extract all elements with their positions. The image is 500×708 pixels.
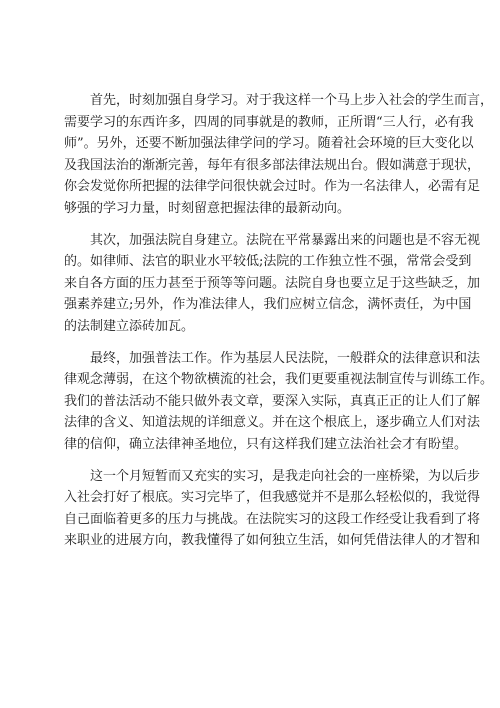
text-line: 最终，加强普法工作。作为基层人民法院，一般群众的法律意识和法 — [90, 350, 481, 366]
text-line: 这一个月短暂而又充实的实习，是我走向社会的一座桥梁，为以后步 — [90, 468, 481, 484]
text-line: 律的信仰，确立法律神圣地位，只有这样我们建立法治社会才有盼望。 — [64, 436, 468, 452]
paragraph-self-study — [64, 90, 494, 220]
text-line: 首先，时刻加强自身学习。对于我这样一个马上步入社会的学生而言， — [90, 93, 494, 108]
text-line: 其次，加强法院自身建立。法院在平常暴露出来的问题也是不容无视 — [90, 232, 481, 248]
text-line: 法律的含义、知道法规的详细意义。并在这个根底上，逐步确立人们对法 — [64, 415, 481, 431]
document-body — [64, 90, 494, 562]
text-line: 我们的普法活动不能只做外表文章，要深入实际，真真正正的让人们了解 — [64, 393, 481, 409]
text-line: 律观念薄弱，在这个物欲横流的社会，我们更要重视法制宣传与训练工作。 — [64, 372, 494, 388]
paragraph-internship-summary — [64, 466, 481, 552]
text-line: 需要学习的东西许多，四周的同事就是的教师，正所谓“三人行，必有我 — [64, 114, 474, 130]
text-line: 的法制建立添砖加瓦。 — [64, 318, 195, 334]
paragraph-legal-education — [64, 348, 494, 456]
text-line: 来职业的进展方向，教我懂得了如何独立生活，如何凭借法律人的才智和 — [64, 533, 481, 549]
text-line: 的。如律师、法官的职业水平较低;法院的工作独立性不强，常常会受到 — [64, 254, 472, 270]
text-line: 够强的学习力量，时刻留意把握法律的最新动向。 — [64, 200, 351, 216]
text-line: 强素养建立;另外，作为准法律人，我们应树立信念，满怀责任，为中国 — [64, 297, 472, 313]
paragraph-court-building — [64, 230, 481, 338]
text-line: 自己面临着更多的压力与挑战。在法院实习的这段工作经受让我看到了将 — [64, 511, 481, 527]
text-line: 入社会打好了根底。实习完毕了，但我感觉并不是那么轻松似的，我觉得 — [64, 490, 481, 506]
text-line: 来自各方面的压力甚至于预等等问题。法院自身也要立足于这些缺乏，加 — [64, 275, 481, 291]
text-line: 师”。另外，还要不断加强法律学问的学习。随着社会环境的巨大变化以 — [64, 136, 474, 152]
text-line: 及我国法治的渐渐完善，每年有很多部法律法规出台。假如满意于现状， — [64, 157, 481, 173]
text-line: 你会发觉你所把握的法律学问很快就会过时。作为一名法律人，必需有足 — [64, 179, 481, 195]
